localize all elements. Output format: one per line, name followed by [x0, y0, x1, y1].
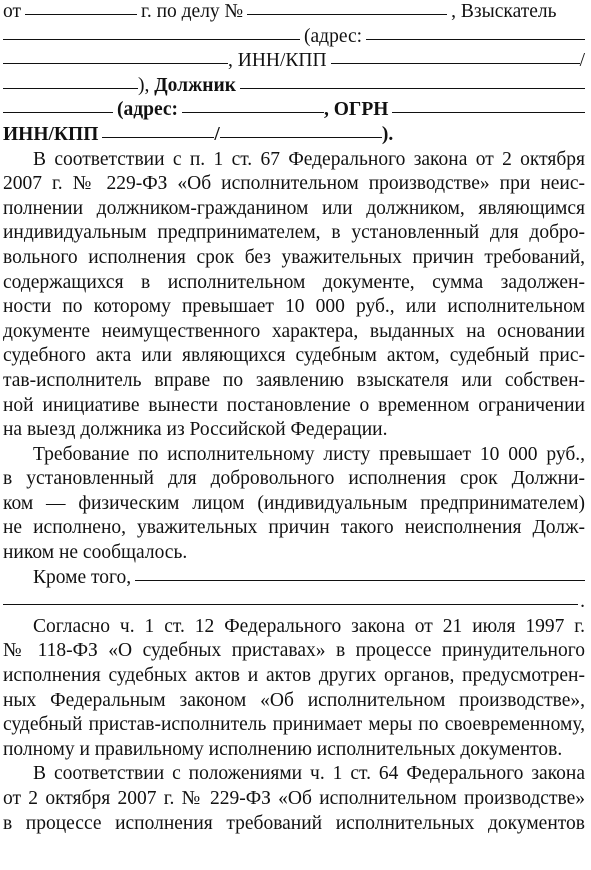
paragraph-1 — [3, 148, 585, 443]
paragraph-line: ной инициативе вынести постановление о временном ограничении — [3, 394, 585, 416]
paragraph-line: в установленный для добровольного исполнения срок Должни- — [3, 468, 585, 490]
debtor-inn-blank — [102, 136, 214, 138]
paragraph-line: ком — физическим лицом (индивидуальным предпринимателем) — [3, 492, 585, 514]
claimant-address-blank — [366, 38, 585, 40]
paragraph-4 — [3, 762, 585, 836]
claimant-inn-slash: / — [579, 50, 585, 72]
claimant-inn-label: , ИНН/КПП — [228, 50, 327, 72]
paragraph-line: Требование по исполнительному листу превышает 10 000 руб., — [33, 443, 585, 465]
case-label: г. по делу № — [141, 1, 244, 22]
case-number-blank — [247, 13, 447, 15]
krome-line-2 — [3, 590, 585, 615]
header-line-4 — [3, 74, 585, 99]
paragraph-line: вольного исполнения срок без уважительных причин требований, — [3, 246, 585, 268]
header-line-6 — [3, 123, 585, 148]
claimant-name-blank — [3, 38, 300, 40]
debtor-address-blank — [182, 111, 324, 113]
paragraph-line: полному и правильному исполнению исполнительных документов. — [3, 738, 563, 760]
paragraph-line: судебного акта или являющихся судебным актом, судебный прис- — [3, 345, 585, 367]
paragraph-line: содержащихся в исполнительном документе, сумма задолжен- — [3, 271, 585, 293]
debtor-ogrn-blank — [392, 111, 585, 113]
paragraph-line: В соответствии с п. 1 ст. 67 Федерального закона от 2 октября — [33, 148, 585, 170]
header-line-5 — [3, 98, 585, 123]
krome-blank-2 — [3, 603, 578, 605]
claimant-address-label: (адрес: — [304, 25, 363, 47]
debtor-address-label: (адрес: — [117, 99, 178, 121]
krome-end: . — [580, 591, 585, 613]
krome-line — [3, 566, 585, 591]
paragraph-line: судебный пристав-исполнитель принимает меры по своевременному, — [3, 714, 585, 736]
paragraph-line: 2007 г. № 229-ФЗ «Об исполнительном производстве» при неис- — [3, 173, 585, 195]
debtor-name-blank — [240, 87, 585, 89]
paragraph-line: от 2 октября 2007 г. № 229-ФЗ «Об исполнительном производстве» — [3, 788, 585, 809]
vzyskatel-label: , Взыскатель — [451, 1, 557, 22]
paragraph-line: ности по которому превышает 10 000 руб., или исполнительном — [3, 296, 585, 318]
debtor-inn-slash: / — [214, 123, 220, 145]
paragraph-line: № 118-ФЗ «О судебных приставах» в процессе принудительного — [3, 640, 585, 662]
paragraph-line: ных Федеральным законом «Об исполнительном производстве», — [3, 689, 585, 711]
paragraph-2 — [3, 443, 585, 566]
header-line-2 — [3, 25, 585, 50]
header-end: ). — [381, 123, 394, 145]
header-line-3 — [3, 49, 585, 74]
paragraph-line: ником не сообщалось. — [3, 542, 188, 564]
debtor-label: Должник — [154, 74, 236, 96]
paragraph-line: на выезд должника из Российской Федерации. — [3, 419, 388, 441]
krome-blank — [135, 579, 585, 581]
paragraph-line: документе неимущественного характера, выданных на основании — [3, 320, 585, 342]
paragraph-line: исполнения судебных актов и актов других органов, предусмотрен- — [3, 665, 585, 687]
header-line-1 — [3, 0, 585, 25]
claimant-address-cont-blank — [3, 62, 228, 64]
paragraph-line: полнении должником-гражданином или должником, являющимся — [3, 197, 585, 219]
ot-label: от — [3, 1, 22, 22]
paragraph-line: в процессе исполнения требований исполнительных документов — [3, 812, 585, 834]
paragraph-line: индивидуальным предпринимателем, в установленный для добро- — [3, 222, 585, 244]
claimant-kpp-blank — [3, 87, 138, 89]
claimant-inn-blank — [331, 62, 580, 64]
date-blank — [25, 13, 137, 15]
debtor-inn-label: ИНН/КПП — [3, 123, 99, 145]
debtor-kpp-blank — [220, 136, 382, 138]
paragraph-line: не исполнено, уважительных причин такого неисполнения Долж- — [3, 517, 585, 539]
paragraph-line: тав-исполнитель вправе по заявлению взыскателя или собствен- — [3, 369, 585, 391]
paragraph-line: Согласно ч. 1 ст. 12 Федерального закона от 21 июля 1997 г. — [33, 615, 585, 637]
paragraph-line: В соответствии с положениями ч. 1 ст. 64 Федерального закона — [33, 763, 585, 785]
paragraph-3 — [3, 615, 585, 763]
debtor-ogrn-label: , ОГРН — [324, 99, 389, 121]
close-paren: ), — [138, 74, 155, 96]
debtor-name-cont-blank — [3, 111, 113, 113]
krome-label: Кроме того, — [33, 566, 132, 588]
